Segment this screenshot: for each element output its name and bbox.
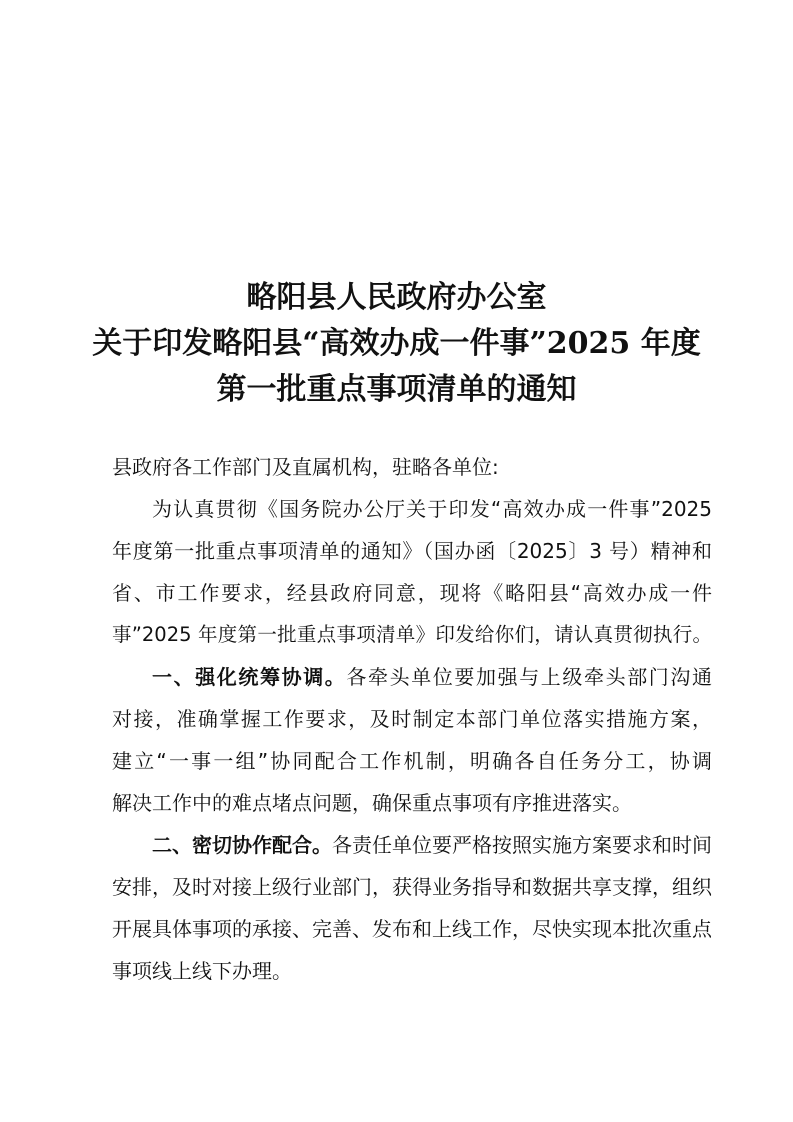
- section-2-line-2: 安排，及时对接上级行业部门，获得业务指导和数据共享支撑，组织: [112, 875, 712, 899]
- section-1-line-4: 解决工作中的难点堵点问题，确保重点事项有序推进落实。: [112, 791, 632, 815]
- section-2-line-3: 开展具体事项的承接、完善、发布和上线工作，尽快实现本批次重点: [112, 917, 712, 941]
- intro-line-2: 年度第一批重点事项清单的通知》（国办函〔2025〕3 号）精神和: [112, 539, 712, 563]
- intro-line-1: 为认真贯彻《国务院办公厅关于印发“高效办成一件事”2025: [152, 497, 712, 521]
- section-1-line-1-text: 各牵头单位要加强与上级牵头部门沟通: [346, 665, 713, 689]
- salutation: 县政府各工作部门及直属机构，驻略各单位:: [112, 455, 499, 479]
- section-1-line-2: 对接，准确掌握工作要求，及时制定本部门单位落实措施方案，: [112, 707, 712, 731]
- section-2-heading: 二、密切协作配合。: [152, 833, 332, 857]
- section-1-line-1: [152, 665, 712, 689]
- section-2-line-1-text: 各责任单位要严格按照实施方案要求和时间: [332, 833, 712, 857]
- document-title-line-3: 第一批重点事项清单的通知: [216, 372, 577, 407]
- document-title-line-2: 关于印发略阳县“高效办成一件事”2025 年度: [92, 326, 701, 361]
- section-2-line-1: [152, 833, 712, 857]
- section-2-line-4: 事项线上线下办理。: [112, 959, 292, 983]
- section-1-line-3: 建立“一事一组”协同配合工作机制，明确各自任务分工，协调: [112, 749, 712, 773]
- intro-line-4: 事”2025 年度第一批重点事项清单》印发给你们，请认真贯彻执行。: [112, 623, 712, 646]
- section-1-heading: 一、强化统筹协调。: [152, 665, 347, 689]
- document-title-line-1: 略阳县人民政府办公室: [246, 280, 547, 315]
- intro-line-3: 省、市工作要求，经县政府同意，现将《略阳县“高效办成一件: [112, 581, 712, 605]
